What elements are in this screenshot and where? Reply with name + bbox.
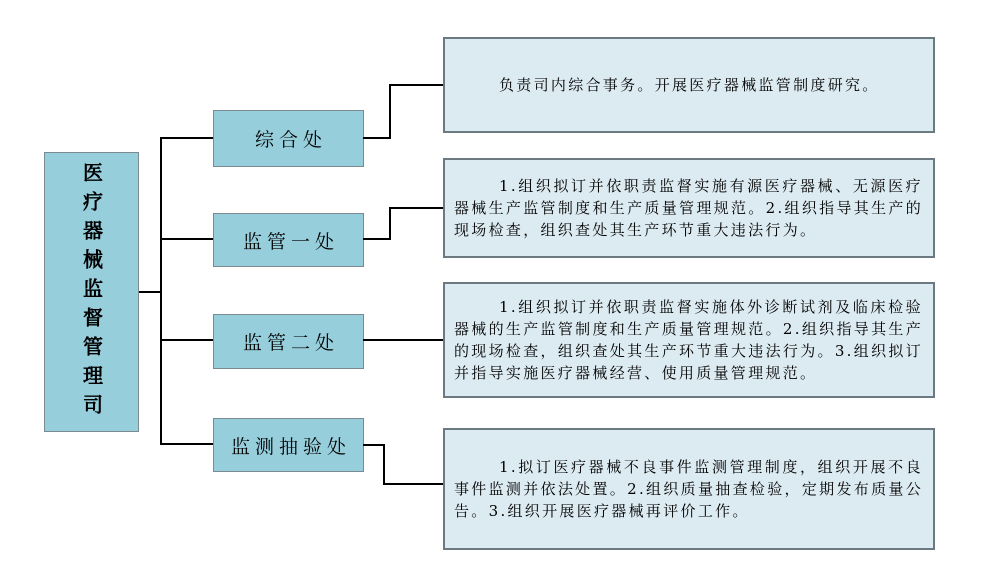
duty-box-monitoring-sampling <box>443 428 935 550</box>
connector-duty-2-h1 <box>363 238 391 240</box>
dept-node-label: 监管二处 <box>242 332 339 354</box>
duty-text: 1.组织拟订并依职责监督实施有源医疗器械、无源医疗器械生产监管制度和生产质量管理规范。2.组织指导其生产的现场检查，组织查处其生产环节重大违法行为。 <box>454 177 923 239</box>
duty-text: 负责司内综合事务。开展医疗器械监管制度研究。 <box>499 76 880 94</box>
connector-duty-2-v <box>389 207 391 240</box>
dept-node-supervision-1 <box>213 213 364 267</box>
connector-branch-4 <box>160 443 213 445</box>
dept-node-label: 监管一处 <box>242 230 339 253</box>
duty-box-comprehensive <box>443 37 935 133</box>
dept-node-comprehensive <box>213 110 364 167</box>
duty-box-supervision-2 <box>443 282 935 398</box>
connector-duty-4-h1 <box>363 444 385 446</box>
connector-duty-1-v <box>389 84 391 139</box>
root-node <box>44 152 139 432</box>
connector-branch-2 <box>160 238 213 240</box>
connector-duty-4-h2 <box>383 483 443 485</box>
connector-branch-3 <box>160 339 213 341</box>
connector-duty-1-h1 <box>363 137 391 139</box>
root-node-label: 医疗器械监督管理司 <box>79 161 104 423</box>
dept-node-label: 监测抽验处 <box>230 435 351 458</box>
dept-node-supervision-2 <box>213 314 364 369</box>
connector-duty-2-h2 <box>389 207 443 209</box>
dept-node-label: 综合处 <box>254 129 327 151</box>
duty-text: 1.拟订医疗器械不良事件监测管理制度，组织开展不良事件监测并依法处置。2.组织质量抽查检验，定期发布质量公告。3.组织开展医疗器械再评价工作。 <box>454 458 923 520</box>
dept-node-monitoring-sampling <box>213 418 364 472</box>
connector-duty-1-h2 <box>389 84 443 86</box>
connector-branch-1 <box>160 137 213 139</box>
duty-box-supervision-1 <box>443 158 935 258</box>
connector-root-stub <box>139 291 161 293</box>
connector-duty-3 <box>363 339 443 341</box>
connector-duty-4-v <box>383 444 385 485</box>
connector-trunk <box>160 137 162 445</box>
duty-text: 1.组织拟订并依职责监督实施体外诊断试剂及临床检验器械的生产监管制度和生产质量管理规范。2.组织指导其生产的现场检查，组织查处其生产环节重大违法行为。3.组织拟订并指导实施医疗器械经营、使用质量管理规范。 <box>454 298 923 382</box>
